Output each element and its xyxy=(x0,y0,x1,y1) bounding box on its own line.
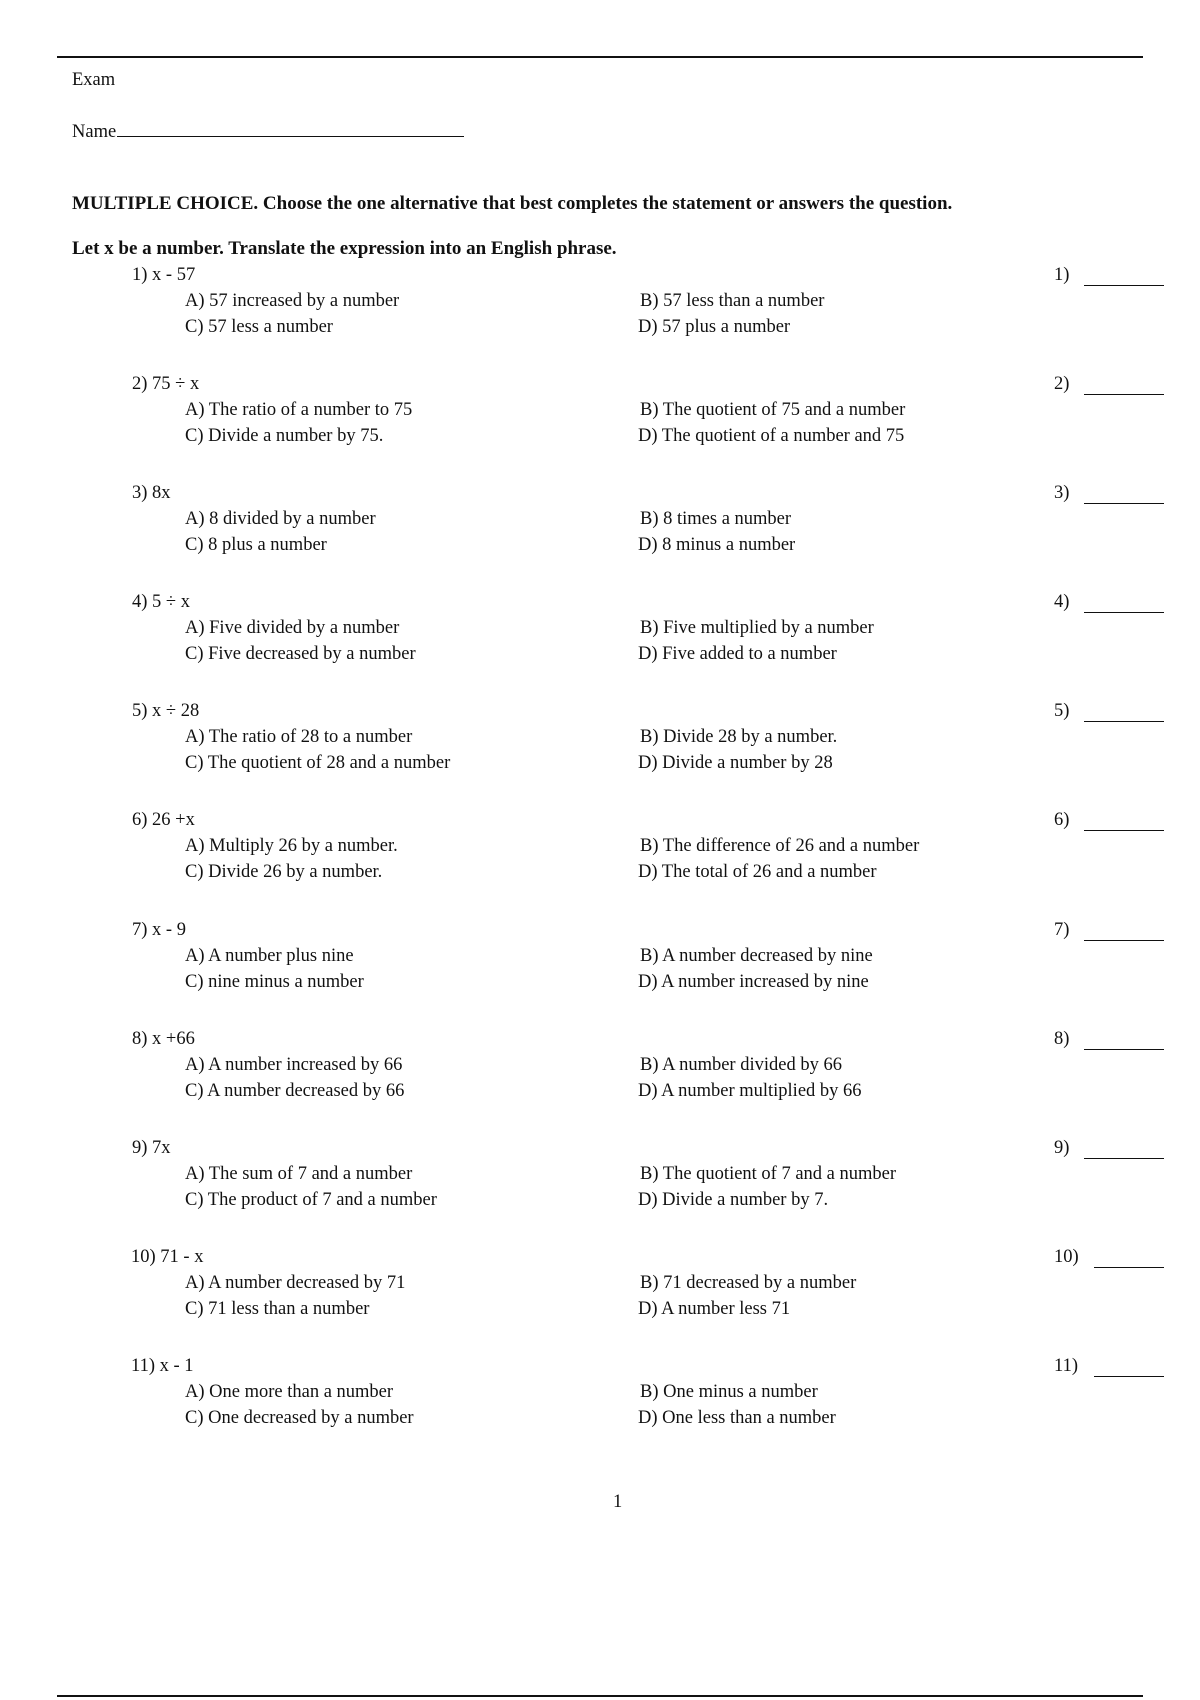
question-stem: 1) x - 57 xyxy=(132,265,196,285)
choice-d[interactable]: D) Divide a number by 28 xyxy=(638,753,833,773)
question-11 xyxy=(0,1356,1200,1456)
question-2 xyxy=(0,374,1200,474)
instructions-heading: MULTIPLE CHOICE. Choose the one alternative that best completes the statement or answers the question. xyxy=(72,193,953,214)
question-10 xyxy=(0,1247,1200,1347)
answer-blank[interactable] xyxy=(1084,721,1164,722)
choice-d[interactable]: D) One less than a number xyxy=(638,1408,836,1428)
question-stem: 7) x - 9 xyxy=(132,920,186,940)
choice-a[interactable]: A) One more than a number xyxy=(185,1382,394,1402)
choice-c[interactable]: C) A number decreased by 66 xyxy=(185,1081,405,1101)
answer-number: 9) xyxy=(1054,1138,1070,1158)
choice-d[interactable]: D) 8 minus a number xyxy=(638,535,796,555)
exam-label: Exam xyxy=(72,70,116,90)
choice-c[interactable]: C) nine minus a number xyxy=(185,972,364,992)
answer-blank[interactable] xyxy=(1084,503,1164,504)
answer-blank[interactable] xyxy=(1084,940,1164,941)
question-stem: 3) 8x xyxy=(132,483,171,503)
choice-b[interactable]: B) A number divided by 66 xyxy=(640,1055,842,1075)
choice-d[interactable]: D) A number multiplied by 66 xyxy=(638,1081,862,1101)
answer-blank[interactable] xyxy=(1084,285,1164,286)
bottom-rule xyxy=(57,1695,1143,1697)
choice-b[interactable]: B) The difference of 26 and a number xyxy=(640,836,920,856)
subinstructions-heading: Let x be a number. Translate the expression into an English phrase. xyxy=(72,238,617,259)
choice-b[interactable]: B) 8 times a number xyxy=(640,509,792,529)
choice-c[interactable]: C) 8 plus a number xyxy=(185,535,327,555)
name-row xyxy=(72,120,464,143)
choice-a[interactable]: A) Five divided by a number xyxy=(185,618,400,638)
name-field[interactable] xyxy=(117,120,464,137)
answer-blank[interactable] xyxy=(1084,1158,1164,1159)
question-5 xyxy=(0,701,1200,801)
choice-b[interactable]: B) Divide 28 by a number. xyxy=(640,727,838,747)
question-4 xyxy=(0,592,1200,692)
answer-number: 11) xyxy=(1054,1356,1078,1376)
choice-c[interactable]: C) Divide 26 by a number. xyxy=(185,862,383,882)
answer-number: 5) xyxy=(1054,701,1070,721)
choice-a[interactable]: A) The ratio of 28 to a number xyxy=(185,727,413,747)
top-rule xyxy=(57,56,1143,58)
name-label: Name xyxy=(72,122,117,142)
answer-blank[interactable] xyxy=(1094,1267,1164,1268)
choice-a[interactable]: A) A number decreased by 71 xyxy=(185,1273,406,1293)
choice-b[interactable]: B) 57 less than a number xyxy=(640,291,825,311)
answer-number: 1) xyxy=(1054,265,1070,285)
choice-a[interactable]: A) Multiply 26 by a number. xyxy=(185,836,398,856)
answer-number: 10) xyxy=(1054,1247,1079,1267)
choice-b[interactable]: B) Five multiplied by a number xyxy=(640,618,874,638)
choice-d[interactable]: D) The total of 26 and a number xyxy=(638,862,877,882)
choice-d[interactable]: D) The quotient of a number and 75 xyxy=(638,426,905,446)
choice-c[interactable]: C) Divide a number by 75. xyxy=(185,426,384,446)
choice-a[interactable]: A) The sum of 7 and a number xyxy=(185,1164,413,1184)
question-1 xyxy=(0,265,1200,365)
choice-d[interactable]: D) A number less 71 xyxy=(638,1299,791,1319)
question-stem: 8) x +66 xyxy=(132,1029,195,1049)
question-stem: 11) x - 1 xyxy=(131,1356,194,1376)
choice-b[interactable]: B) A number decreased by nine xyxy=(640,946,873,966)
choice-c[interactable]: C) The product of 7 and a number xyxy=(185,1190,437,1210)
question-stem: 2) 75 ÷ x xyxy=(132,374,200,394)
question-6 xyxy=(0,810,1200,910)
answer-blank[interactable] xyxy=(1084,1049,1164,1050)
answer-blank[interactable] xyxy=(1084,612,1164,613)
choice-b[interactable]: B) 71 decreased by a number xyxy=(640,1273,857,1293)
answer-number: 4) xyxy=(1054,592,1070,612)
choice-c[interactable]: C) The quotient of 28 and a number xyxy=(185,753,451,773)
choice-c[interactable]: C) Five decreased by a number xyxy=(185,644,416,664)
question-3 xyxy=(0,483,1200,583)
page-number: 1 xyxy=(613,1492,623,1512)
question-stem: 4) 5 ÷ x xyxy=(132,592,190,612)
question-7 xyxy=(0,920,1200,1020)
question-9 xyxy=(0,1138,1200,1238)
choice-a[interactable]: A) 8 divided by a number xyxy=(185,509,376,529)
answer-number: 6) xyxy=(1054,810,1070,830)
answer-number: 7) xyxy=(1054,920,1070,940)
question-8 xyxy=(0,1029,1200,1129)
choice-b[interactable]: B) The quotient of 7 and a number xyxy=(640,1164,897,1184)
choice-c[interactable]: C) 71 less than a number xyxy=(185,1299,370,1319)
choice-d[interactable]: D) Divide a number by 7. xyxy=(638,1190,829,1210)
question-stem: 5) x ÷ 28 xyxy=(132,701,200,721)
choice-d[interactable]: D) A number increased by nine xyxy=(638,972,869,992)
choice-c[interactable]: C) 57 less a number xyxy=(185,317,333,337)
choice-a[interactable]: A) A number plus nine xyxy=(185,946,354,966)
answer-blank[interactable] xyxy=(1094,1376,1164,1377)
choice-a[interactable]: A) 57 increased by a number xyxy=(185,291,400,311)
question-stem: 10) 71 - x xyxy=(131,1247,204,1267)
choice-a[interactable]: A) A number increased by 66 xyxy=(185,1055,403,1075)
question-stem: 9) 7x xyxy=(132,1138,171,1158)
choice-d[interactable]: D) Five added to a number xyxy=(638,644,837,664)
answer-number: 2) xyxy=(1054,374,1070,394)
question-stem: 6) 26 +x xyxy=(132,810,195,830)
choice-b[interactable]: B) One minus a number xyxy=(640,1382,818,1402)
choice-b[interactable]: B) The quotient of 75 and a number xyxy=(640,400,906,420)
answer-number: 3) xyxy=(1054,483,1070,503)
choice-d[interactable]: D) 57 plus a number xyxy=(638,317,791,337)
choice-c[interactable]: C) One decreased by a number xyxy=(185,1408,414,1428)
choice-a[interactable]: A) The ratio of a number to 75 xyxy=(185,400,413,420)
answer-blank[interactable] xyxy=(1084,830,1164,831)
answer-number: 8) xyxy=(1054,1029,1070,1049)
answer-blank[interactable] xyxy=(1084,394,1164,395)
